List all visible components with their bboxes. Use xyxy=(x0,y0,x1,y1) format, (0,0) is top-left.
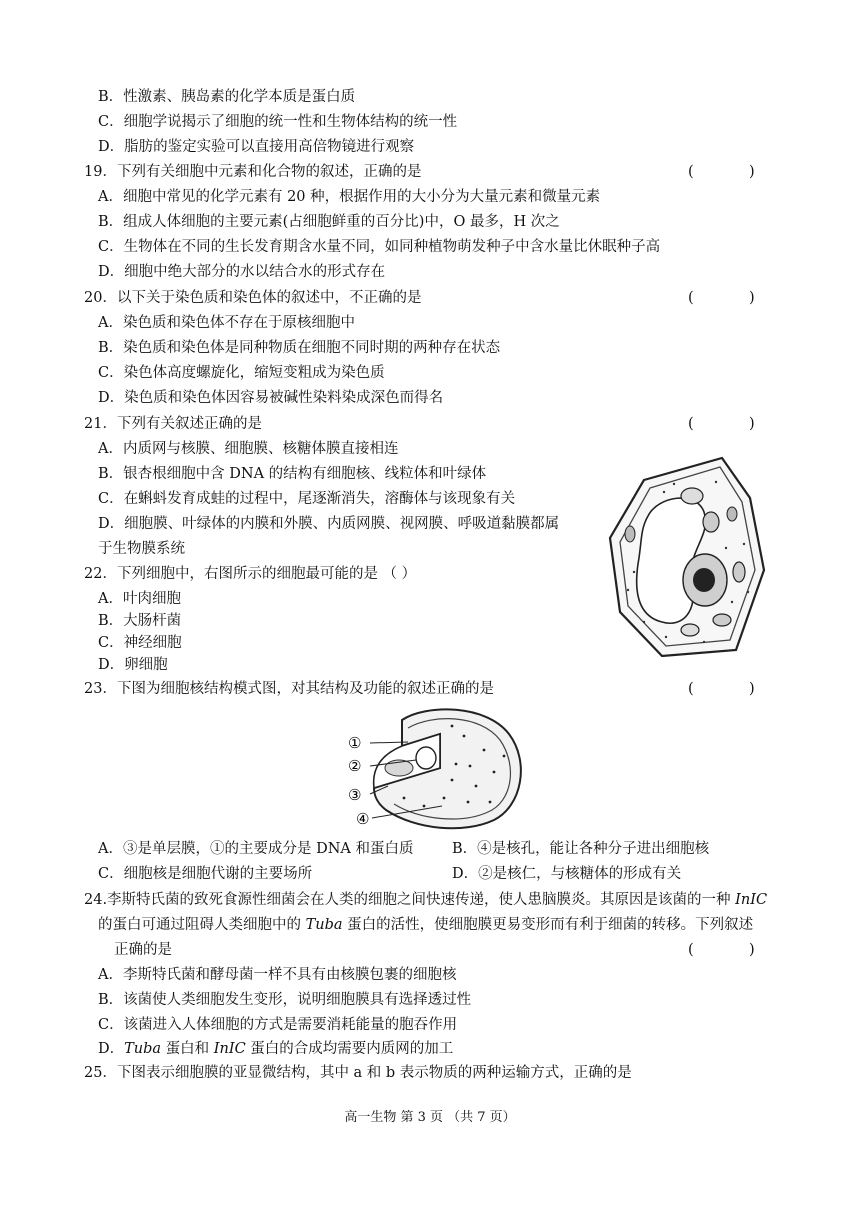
q19-stem: 19．下列有关细胞中元素和化合物的叙述，正确的是 xyxy=(84,164,422,180)
q24-option-b: B．该菌使人类细胞发生变形，说明细胞膜具有选择透过性 xyxy=(98,992,472,1008)
q20-option-a: A．染色质和染色体不存在于原核细胞中 xyxy=(98,315,355,331)
q20-option-b: B．染色质和染色体是同种物质在细胞不同时期的两种存在状态 xyxy=(98,340,501,356)
q21-answer-paren: ( ) xyxy=(688,416,755,432)
q25-stem: 25．下图表示细胞膜的亚显微结构，其中 a 和 b 表示物质的两种运输方式，正确的是 xyxy=(84,1065,632,1081)
nucleus-label-1: ① xyxy=(348,734,362,752)
q24-stem-line1: 24.李斯特氏菌的致死食源性细菌会在人类的细胞之间快速传递，使人患脑膜炎。其原因是该菌的一种 InIC xyxy=(84,892,768,908)
q21-option-d-line2: 于生物膜系统 xyxy=(98,541,185,557)
q19-option-a: A．细胞中常见的化学元素有 20 种，根据作用的大小分为大量元素和微量元素 xyxy=(98,189,601,205)
nucleus-label-4: ④ xyxy=(356,810,370,828)
q20-option-c: C．染色体高度螺旋化，缩短变粗成为染色质 xyxy=(98,365,385,381)
q23-option-b: B．④是核孔，能让各种分子进出细胞核 xyxy=(452,841,710,857)
nucleus-label-3: ③ xyxy=(348,786,362,804)
q18-option-d: D．脂肪的鉴定实验可以直接用高倍物镜进行观察 xyxy=(98,139,415,155)
q22-option-a: A．叶肉细胞 xyxy=(98,591,181,607)
q24-answer-paren: ( ) xyxy=(688,942,755,958)
q19-answer-paren: ( ) xyxy=(688,164,755,180)
q19-option-b: B．组成人体细胞的主要元素(占细胞鲜重的百分比)中，O 最多，H 次之 xyxy=(98,214,560,230)
q21-option-d-line1: D．细胞膜、叶绿体的内膜和外膜、内质网膜、视网膜、呼吸道黏膜都属 xyxy=(98,516,560,532)
q23-stem: 23．下图为细胞核结构模式图，对其结构及功能的叙述正确的是 xyxy=(84,681,494,697)
q22-option-b: B．大肠杆菌 xyxy=(98,613,182,629)
q19-option-c: C．生物体在不同的生长发育期含水量不同，如同种植物萌发种子中含水量比休眠种子高 xyxy=(98,239,661,255)
q24-stem-line2: 的蛋白可通过阻碍人类细胞中的 Tuba 蛋白的活性，使细胞膜更易变形而有利于细菌的转移。下列叙述 xyxy=(98,917,754,933)
q18-option-c: C．细胞学说揭示了细胞的统一性和生物体结构的统一性 xyxy=(98,114,458,130)
q19-option-d: D．细胞中绝大部分的水以结合水的形式存在 xyxy=(98,264,386,280)
q21-option-c: C．在蝌蚪发育成蛙的过程中，尾逐渐消失，溶酶体与该现象有关 xyxy=(98,491,516,507)
page-footer: 高一生物 第 3 页 （共 7 页） xyxy=(344,1110,516,1125)
q21-option-a: A．内质网与核膜、细胞膜、核糖体膜直接相连 xyxy=(98,441,399,457)
q21-option-b: B．银杏根细胞中含 DNA 的结构有细胞核、线粒体和叶绿体 xyxy=(98,466,487,482)
q22-stem: 22．下列细胞中，右图所示的细胞最可能的是 （ ） xyxy=(84,566,417,582)
q24-option-a: A．李斯特氏菌和酵母菌一样不具有由核膜包裹的细胞核 xyxy=(98,967,457,983)
q23-option-d: D．②是核仁，与核糖体的形成有关 xyxy=(452,866,682,882)
q23-option-a: A．③是单层膜，①的主要成分是 DNA 和蛋白质 xyxy=(98,841,414,857)
nucleus-structure-illustration xyxy=(344,706,534,832)
q20-stem: 20．以下关于染色质和染色体的叙述中，不正确的是 xyxy=(84,290,422,306)
q24-stem-line3: 正确的是 xyxy=(114,942,172,958)
nucleus-label-2: ② xyxy=(348,757,362,775)
q18-option-b: B．性激素、胰岛素的化学本质是蛋白质 xyxy=(98,89,356,105)
q22-option-c: C．神经细胞 xyxy=(98,635,182,651)
q20-option-d: D．染色质和染色体因容易被碱性染料染成深色而得名 xyxy=(98,390,444,406)
q20-answer-paren: ( ) xyxy=(688,290,755,306)
q21-stem: 21．下列有关叙述正确的是 xyxy=(84,416,262,432)
q24-option-d: D．Tuba 蛋白和 InIC 蛋白的合成均需要内质网的加工 xyxy=(98,1041,454,1057)
q24-option-c: C．该菌进入人体细胞的方式是需要消耗能量的胞吞作用 xyxy=(98,1017,458,1033)
q22-option-d: D．卵细胞 xyxy=(98,657,168,673)
plant-cell-illustration xyxy=(604,452,768,657)
q23-answer-paren: ( ) xyxy=(688,681,755,697)
q23-option-c: C．细胞核是细胞代谢的主要场所 xyxy=(98,866,313,882)
